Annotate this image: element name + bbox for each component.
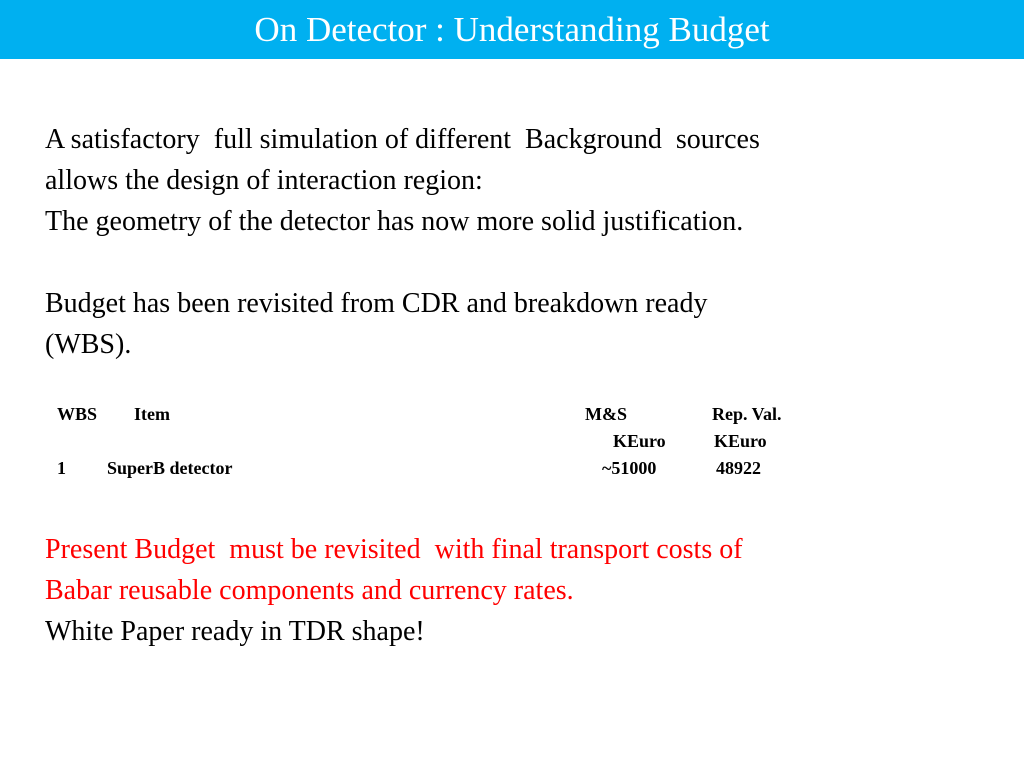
- header-rep-val: Rep. Val.: [712, 404, 782, 424]
- paragraph-white-paper: White Paper ready in TDR shape!: [45, 616, 425, 647]
- paragraph-simulation: A satisfactory full simulation of different Background sources allows the design of interaction region: The geometry of the detector has now more solid justification.: [45, 124, 760, 237]
- row-item: SuperB detector: [107, 458, 233, 478]
- header-wbs: WBS: [57, 404, 98, 424]
- row-ms: ~51000: [602, 458, 657, 478]
- header-item: Item: [134, 404, 170, 424]
- paragraph-budget: Budget has been revisited from CDR and breakdown ready (WBS).: [45, 288, 708, 360]
- header-ms: M&S: [585, 404, 627, 424]
- unit-ms: KEuro: [613, 431, 666, 451]
- unit-rep-val: KEuro: [714, 431, 767, 451]
- row-wbs: 1: [57, 458, 66, 478]
- row-rep-val: 48922: [716, 458, 761, 478]
- paragraph-warning: Present Budget must be revisited with final transport costs of Babar reusable components and currency rates.: [45, 534, 743, 606]
- slide-title: On Detector : Understanding Budget: [254, 10, 770, 49]
